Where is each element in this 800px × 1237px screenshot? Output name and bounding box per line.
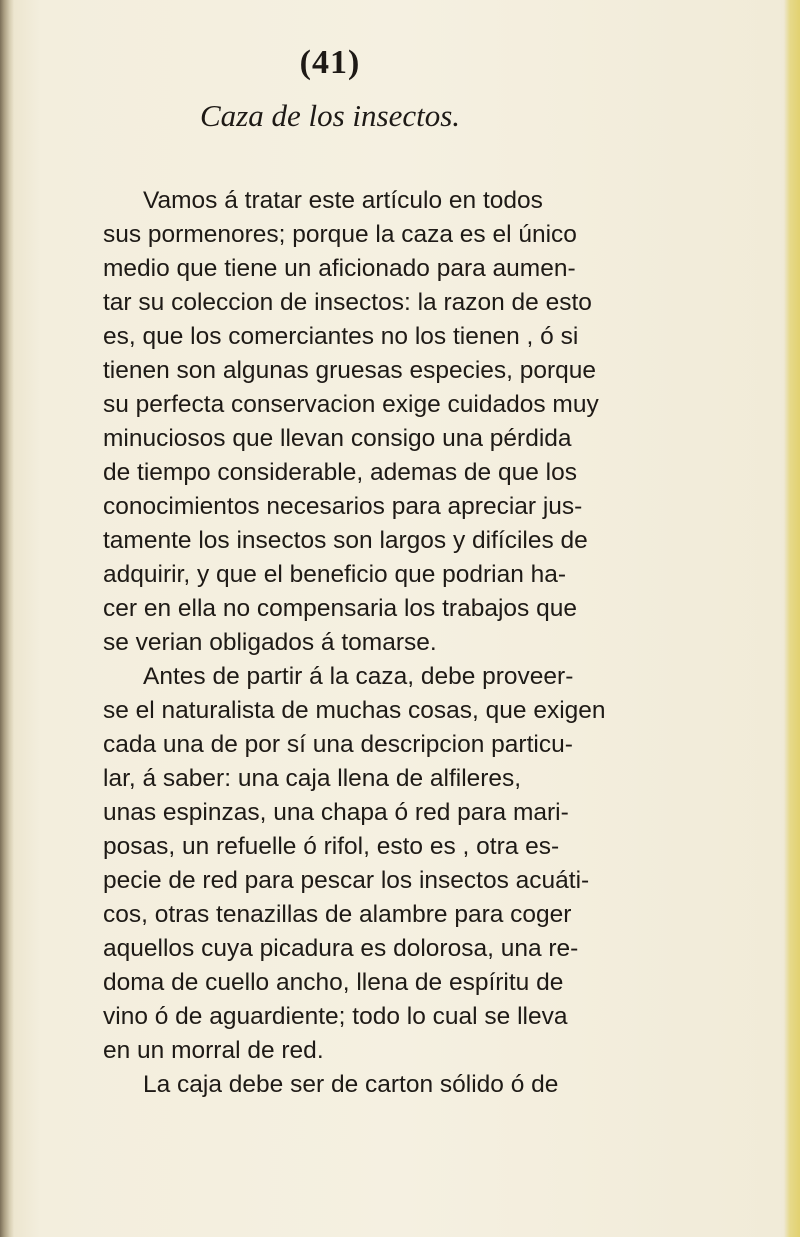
page-edge [784, 0, 800, 1237]
text-line: La caja debe ser de carton sólido ó de [143, 1071, 559, 1098]
text-line: aquellos cuya picadura es dolorosa, una re- [103, 935, 579, 962]
page-title: Caza de los insectos. [199, 98, 461, 133]
text-line: minuciosos que llevan consigo una pérdida [103, 425, 572, 452]
page-number: (41) [299, 44, 361, 81]
text-line: Vamos á tratar este artículo en todos [143, 187, 543, 214]
text-line: de tiempo considerable, ademas de que los [103, 459, 577, 486]
text-line: tamente los insectos son largos y difíciles de [103, 527, 588, 554]
text-line: su perfecta conservacion exige cuidados muy [103, 391, 599, 418]
text-line: cer en ella no compensaria los trabajos que [103, 595, 577, 622]
text-line: se verian obligados á tomarse. [103, 629, 437, 656]
text-line: adquirir, y que el beneficio que podrian ha- [103, 561, 567, 588]
text-line: cada una de por sí una descripcion particu- [103, 731, 573, 758]
text-line: lar, á saber: una caja llena de alfileres, [103, 765, 522, 792]
text-line: posas, un refuelle ó rifol, esto es , otra es- [103, 833, 560, 860]
text-line: vino ó de aguardiente; todo lo cual se lleva [103, 1003, 568, 1030]
text-line: conocimientos necesarios para apreciar jus- [103, 493, 583, 520]
text-line: unas espinzas, una chapa ó red para mari- [103, 799, 569, 826]
binding-shadow [0, 0, 14, 1237]
text-line: cos, otras tenazillas de alambre para coger [103, 901, 572, 928]
text-line: tar su coleccion de insectos: la razon de esto [103, 289, 592, 316]
text-line: es, que los comerciantes no los tienen , ó si [103, 323, 579, 350]
text-line: se el naturalista de muchas cosas, que exigen [103, 697, 606, 724]
text-line: doma de cuello ancho, llena de espíritu de [103, 969, 564, 996]
text-line: Antes de partir á la caza, debe proveer- [143, 663, 574, 690]
text-line: sus pormenores; porque la caza es el único [103, 221, 577, 248]
text-line: pecie de red para pescar los insectos acuáti- [103, 867, 590, 894]
text-line: en un morral de red. [103, 1037, 324, 1064]
text-line: medio que tiene un aficionado para aumen- [103, 255, 576, 282]
text-line: tienen son algunas gruesas especies, porque [103, 357, 597, 384]
